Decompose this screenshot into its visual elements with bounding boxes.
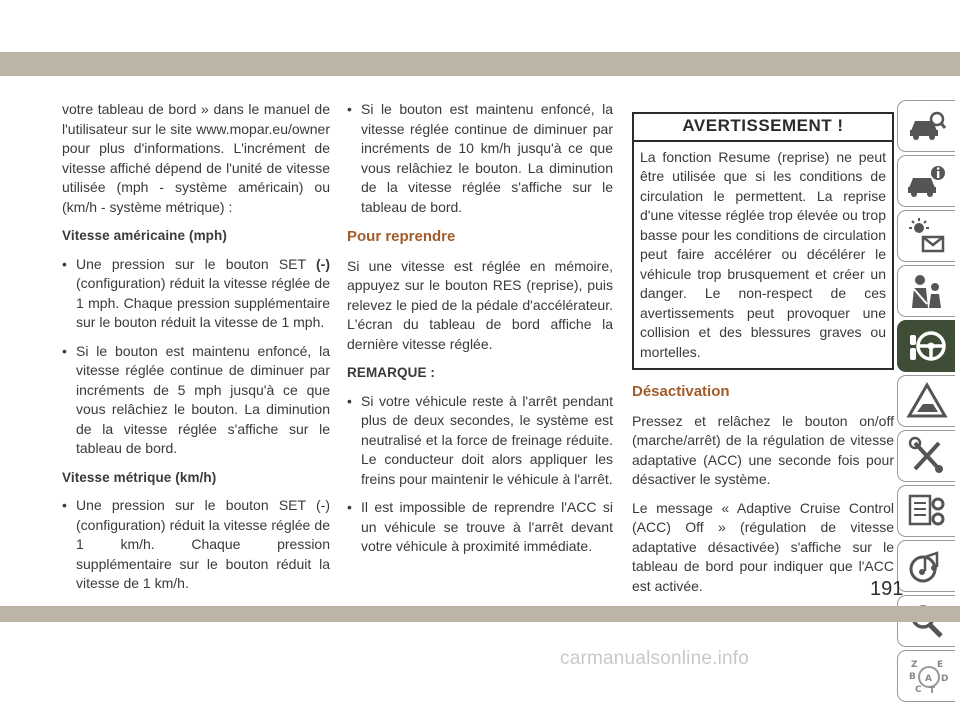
bullet: • xyxy=(347,101,352,117)
list-item xyxy=(62,342,330,459)
car-search-icon xyxy=(907,107,947,145)
bullet: • xyxy=(62,255,67,272)
list-item-text: Si le bouton est maintenu enfoncé, la vitesse réglée continue de diminuer par incréments de 10 km/h jusqu'à ce que vous relâchiez le bouton. La diminution de la vitesse réglée s'affiche sur le tableau de bord. xyxy=(361,101,613,215)
list-item-text: Il est impossible de reprendre l'ACC si un véhicule se trouve à l'arrêt devant votre véhicule à proximité immédiate. xyxy=(361,499,613,554)
list-item xyxy=(347,392,613,490)
passenger-safety-icon xyxy=(907,272,947,310)
bullet: • xyxy=(62,497,67,513)
warning-lights-icon xyxy=(907,217,947,255)
multimedia-icon xyxy=(907,547,947,585)
footer-band xyxy=(0,606,960,622)
bullet: • xyxy=(347,392,352,409)
tab-passenger-safety[interactable] xyxy=(897,265,955,317)
tab-warning-lights[interactable] xyxy=(897,210,955,262)
svg-text:Z: Z xyxy=(910,660,918,670)
warning-title: AVERTISSEMENT ! xyxy=(634,114,892,142)
bullet: • xyxy=(347,499,352,515)
deactivation-paragraph-2: Le message « Adaptive Cruise Control (ACC) Off » (régulation de vitesse adaptative désactivée) s'affiche sur le tableau de bord pour indiquer que l'ACC est activée. xyxy=(632,499,894,594)
list-item-text: Une pression sur le bouton SET (-) (configuration) réduit la vitesse réglée de 1 mph. Chaque pression supplémentaire sur le bouton réduit la vitesse de 1 mph. xyxy=(76,255,330,330)
list-item xyxy=(347,498,613,557)
tab-car-search[interactable] xyxy=(897,100,955,152)
list-item xyxy=(347,100,613,217)
bullet: • xyxy=(62,342,67,359)
svg-text:B: B xyxy=(908,672,916,682)
list-item xyxy=(62,255,330,333)
list-item xyxy=(62,496,330,594)
metric-speed-heading: Vitesse métrique (km/h) xyxy=(62,469,217,485)
watermark: carmanualsonline.info xyxy=(560,648,750,669)
maintenance-tools-icon xyxy=(907,437,947,475)
us-speed-heading: Vitesse américaine (mph) xyxy=(62,228,227,243)
note-heading: REMARQUE : xyxy=(347,365,435,380)
specifications-icon xyxy=(907,492,947,530)
page-number: 191 xyxy=(870,578,904,600)
steering-wheel-icon xyxy=(907,327,947,365)
resume-paragraph: Si une vitesse est réglée en mémoire, appuyez sur le bouton RES (reprise), puis relevez le pied de la pédale d'accélérateur. L'écran du tableau de bord affiche la dernière vitesse réglée. xyxy=(347,257,613,352)
tab-index[interactable] xyxy=(897,650,955,702)
svg-text:E: E xyxy=(936,660,943,670)
tab-roadside-warning[interactable] xyxy=(897,375,955,427)
column-left xyxy=(62,100,330,603)
car-info-icon xyxy=(907,162,947,200)
tab-car-info[interactable] xyxy=(897,155,955,207)
column-middle xyxy=(347,100,613,566)
warning-text: La fonction Resume (reprise) ne peut être utilisée que si les conditions de circulation le permettent. La reprise d'une vitesse réglée trop élevée ou trop basse pour les conditions de circulation peut faire accélérer ou décélérer le véhicule trop brusquement et créer un danger. Le non-respect de ces avertissements peut provoquer une collision et des blessures graves ou mortelles. xyxy=(640,148,886,360)
header-band xyxy=(0,52,960,76)
svg-text:A: A xyxy=(924,674,932,684)
resume-heading: Pour reprendre xyxy=(347,228,456,245)
column-right xyxy=(632,112,894,605)
tab-multimedia[interactable] xyxy=(897,540,955,592)
tab-specifications[interactable] xyxy=(897,485,955,537)
list-item-text: Si le bouton est maintenu enfoncé, la vitesse réglée continue de diminuer par incréments de 5 mph jusqu'à ce que vous relâchiez le bouton. La diminution de la vitesse réglée s'affiche sur le tableau de bord. xyxy=(76,342,330,456)
svg-text:T: T xyxy=(928,686,935,696)
svg-text:D: D xyxy=(940,674,948,684)
alphabet-index-icon xyxy=(907,657,947,695)
tab-starting-operating[interactable] xyxy=(897,320,955,372)
list-item-text: Une pression sur le bouton SET (-) (configuration) réduit la vitesse réglée de 1 km/h. Chaque pression supplémentaire sur le bouton réduit la vitesse de 1 km/h. xyxy=(76,497,330,591)
deactivation-paragraph-1: Pressez et relâchez le bouton on/off (marche/arrêt) de la régulation de vitesse adaptative (ACC) une seconde fois pour désactiver le système. xyxy=(632,412,894,487)
intro-paragraph: votre tableau de bord » dans le manuel de l'utilisateur sur le site www.mopar.eu/owner pour plus d'informations. L'incrément de vitesse affiché dépend de l'unité de vitesse utilisée (mph - système américain) ou (km/h - système métrique) : xyxy=(62,101,330,215)
warning-box xyxy=(632,112,894,370)
tab-maintenance[interactable] xyxy=(897,430,955,482)
roadside-warning-icon xyxy=(907,382,947,420)
svg-text:C: C xyxy=(914,685,922,695)
list-item-text: Si votre véhicule reste à l'arrêt pendant plus de deux secondes, le système est neutralisé et la force de freinage réduite. Le conducteur doit alors appliquer les freins pour maintenir le véhicule à l'arrêt. xyxy=(361,392,613,487)
deactivation-heading: Désactivation xyxy=(632,383,730,400)
